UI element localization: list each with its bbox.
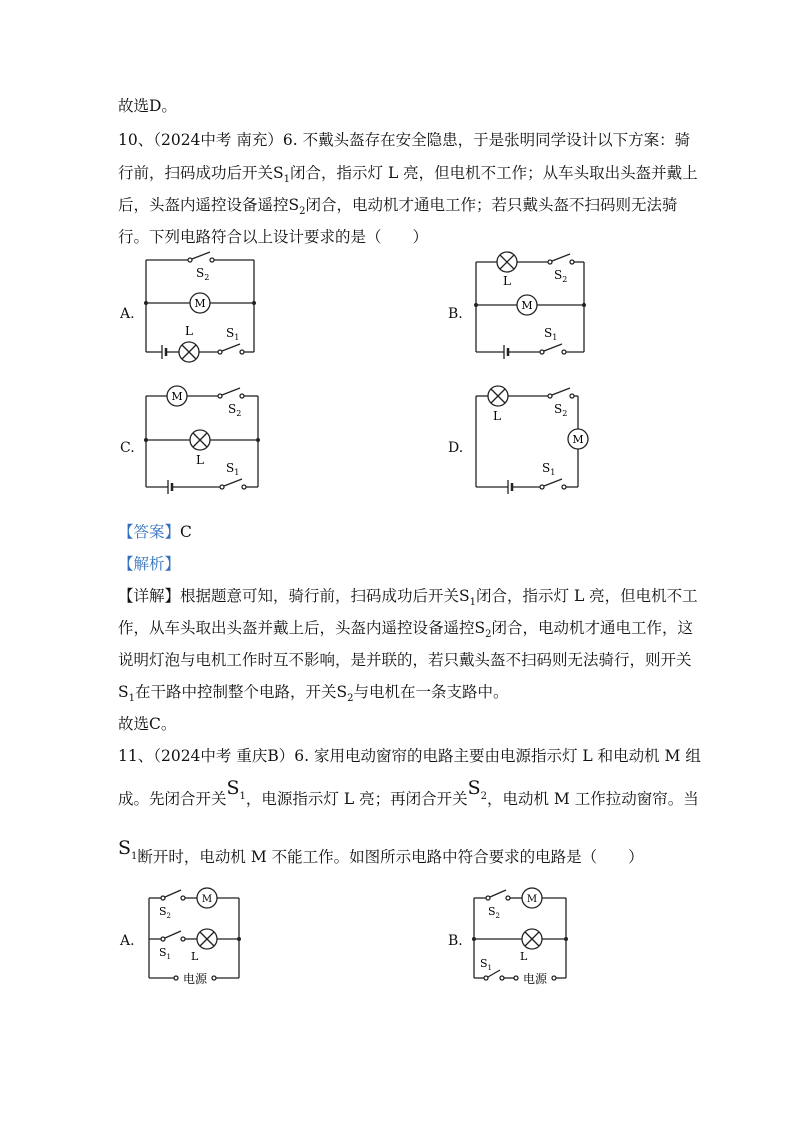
switch-s2-label: $S_2$ xyxy=(228,402,242,418)
motor-label: M xyxy=(194,297,206,310)
switch-s1-label: $S_1$ xyxy=(226,326,240,342)
q11-line2: 成。先闭合开关$S_1$，电源指示灯 L 亮；再闭合开关$S_2$，电动机 M 工作拉动窗帘。当 xyxy=(118,777,699,808)
lamp-label: L xyxy=(185,324,193,338)
switch-s2-label: $S_2$ xyxy=(488,905,501,920)
q10-line3: 后，头盔内遥控设备遥控$S_2$闭合，电动机才通电工作；若只戴头盔不扫码则无法骑 xyxy=(118,196,678,218)
q11-circuit-diagram-b xyxy=(470,885,570,990)
q9-conclusion: 故选D。 xyxy=(118,97,177,115)
detail-line4: $S_1$在干路中控制整个电路，开关$S_2$与电机在一条支路中。 xyxy=(118,683,509,705)
power-source-label: 电源 xyxy=(182,972,208,986)
detail-line3: 说明灯泡与电机工作时互不影响，是并联的，若只戴头盔不扫码则无法骑行，则开关 xyxy=(118,651,692,669)
detail-line1: 【详解】根据题意可知，骑行前，扫码成功后开关$S_1$闭合，指示灯 L 亮，但电机不工 xyxy=(118,587,698,609)
answer-line: 【答案】C xyxy=(118,523,192,541)
q11-option-a-label: A. xyxy=(120,933,135,949)
motor-label: M xyxy=(521,299,533,312)
circuit-diagram-c xyxy=(140,390,265,500)
q10-line1: 10、（2024中考 南充）6. 不戴头盔存在安全隐患，于是张明同学设计以下方案：骑 xyxy=(118,131,691,149)
q10-conclusion: 故选C。 xyxy=(118,715,177,733)
switch-s1-label: $S_1$ xyxy=(159,946,172,961)
power-source-label: 电源 xyxy=(522,972,548,986)
switch-s2-label: $S_2$ xyxy=(554,268,568,284)
option-a-label: A. xyxy=(120,306,135,322)
motor-label: M xyxy=(201,894,213,905)
lamp-label: L xyxy=(503,274,511,288)
analysis-tag: 【解析】 xyxy=(118,555,181,573)
option-c-label: C. xyxy=(120,440,135,456)
switch-s2-label: $S_2$ xyxy=(196,266,210,282)
detail-line2: 作，从车头取出头盔并戴上后，头盔内遥控设备遥控$S_2$闭合，电动机才通电工作，这 xyxy=(118,619,694,641)
switch-s1-label: $S_1$ xyxy=(226,461,240,477)
switch-s1-label: $S_1$ xyxy=(480,957,493,972)
lamp-label: L xyxy=(493,409,501,423)
switch-s2-label: $S_2$ xyxy=(159,905,172,920)
q10-line2: 行前，扫码成功后开关$S_1$闭合，指示灯 L 亮，但电机不工作；从车头取出头盔并戴上 xyxy=(118,164,698,186)
lamp-label: L xyxy=(196,453,204,467)
motor-label: M xyxy=(171,390,183,403)
q10-line4: 行。下列电路符合以上设计要求的是（ ） xyxy=(118,228,429,246)
option-b-label: B. xyxy=(448,306,463,322)
lamp-label: L xyxy=(191,950,199,963)
option-d-label: D. xyxy=(448,440,464,456)
motor-label: M xyxy=(526,894,538,905)
circuit-diagram-a xyxy=(140,255,265,365)
switch-s2-label: $S_2$ xyxy=(554,402,568,418)
circuit-diagram-b xyxy=(470,255,595,365)
lamp-label: L xyxy=(520,950,528,963)
switch-s1-label: $S_1$ xyxy=(542,461,556,477)
circuit-diagram-d xyxy=(470,390,595,500)
q11-line1: 11、（2024中考 重庆B）6. 家用电动窗帘的电路主要由电源指示灯 L 和电动机 M 组 xyxy=(118,747,701,765)
motor-label: M xyxy=(572,433,584,446)
switch-s1-label: $S_1$ xyxy=(544,326,558,342)
q11-circuit-diagram-a xyxy=(145,885,245,990)
q11-line3: $S_1$断开时，电动机 M 不能工作。如图所示电路中符合要求的电路是（ ） xyxy=(118,837,644,866)
q11-option-b-label: B. xyxy=(448,933,463,949)
